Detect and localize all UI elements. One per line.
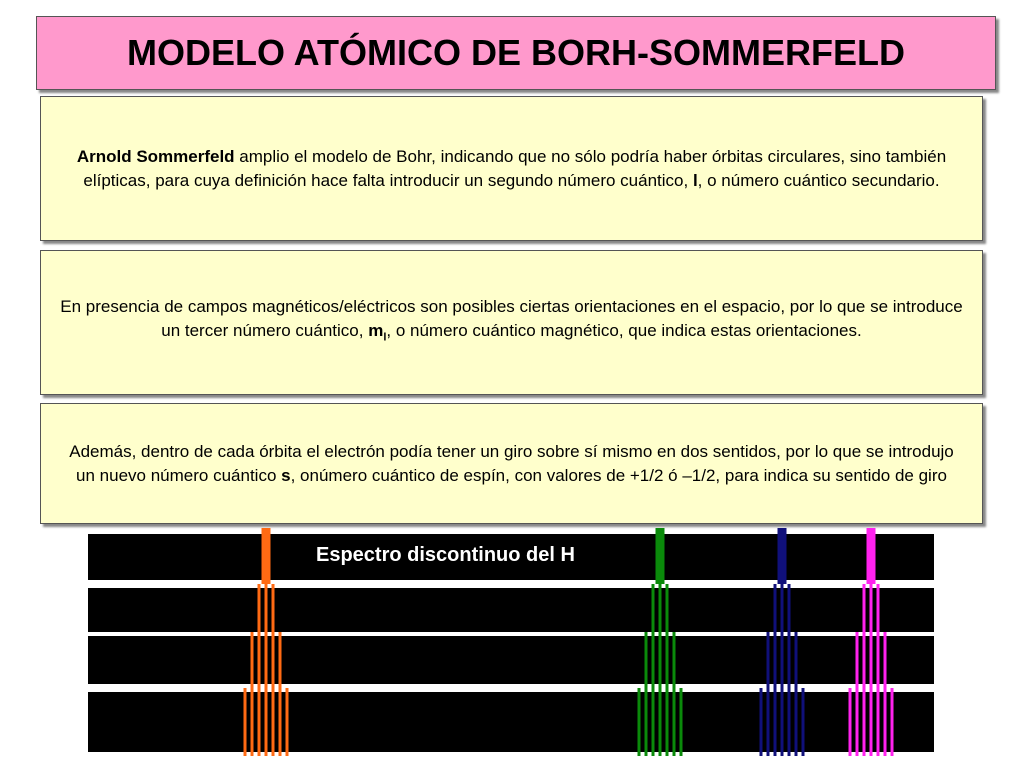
spectral-line-magenta-row4: [856, 688, 859, 756]
paragraph-text: En presencia de campos magnéticos/eléctricos son posibles ciertas orientaciones en el espacio, por lo que se introduce un tercer número cuántico,: [60, 297, 963, 341]
spectral-line-navy-row4: [767, 688, 770, 756]
sommerfeld-name: Arnold Sommerfeld: [76, 146, 235, 166]
spectral-line-green-row4: [659, 688, 662, 756]
spectral-line-orange-row4: [244, 688, 247, 756]
magnetic-paragraph-box: [40, 250, 983, 395]
spectral-line-orange-row4: [251, 688, 254, 756]
spectral-line-navy-row4: [774, 688, 777, 756]
spectral-line-orange-row3: [258, 632, 261, 688]
sommerfeld-paragraph-box: [40, 96, 983, 241]
spectral-line-navy-row2: [788, 584, 791, 636]
spectral-line-magenta-row4: [849, 688, 852, 756]
spectral-line-magenta-row4: [870, 688, 873, 756]
spectral-line-magenta-row4: [891, 688, 894, 756]
spectral-line-magenta-row2: [863, 584, 866, 636]
magnetic-paragraph: [59, 295, 964, 349]
spectrum-band-2: [88, 588, 934, 632]
spectral-line-orange-row4: [286, 688, 289, 756]
spectral-line-navy-row3: [795, 632, 798, 688]
paragraph-text: , onúmero cuántico de espín, con valores de +1/2 ó –1/2, para indica su sentido de giro: [290, 465, 947, 485]
spectral-line-green-row3: [666, 632, 669, 688]
spectral-line-green-row4: [666, 688, 669, 756]
spectral-line-magenta-row3: [863, 632, 866, 688]
spectral-line-orange-row3: [279, 632, 282, 688]
sommerfeld-paragraph: [59, 145, 964, 193]
spectrum-band-4: [88, 692, 934, 752]
spectral-line-orange-row2: [272, 584, 275, 636]
spectrum-band-3: [88, 636, 934, 684]
spectral-line-magenta-row3: [877, 632, 880, 688]
spectral-line-orange-row4: [265, 688, 268, 756]
spectral-line-magenta-row4: [863, 688, 866, 756]
spectral-line-navy-row3: [781, 632, 784, 688]
paragraph-text: , o número cuántico secundario.: [697, 170, 940, 190]
symbol-subscript: l: [383, 331, 387, 344]
paragraph-text: amplio el modelo de Bohr, indicando que no sólo podría haber órbitas circulares, sino también elípticas, para cuya definición hace falta introducir un segundo número cuántico,: [83, 146, 947, 190]
spectral-line-orange-row2: [265, 584, 268, 636]
spectral-line-magenta-row4: [877, 688, 880, 756]
spectral-line-green-row4: [645, 688, 648, 756]
spectral-line-magenta-row3: [856, 632, 859, 688]
spectral-line-magenta-row2: [870, 584, 873, 636]
spectral-line-green-row2: [666, 584, 669, 636]
spectral-line-magenta-row1: [867, 528, 876, 584]
paragraph-text: , o número cuántico magnético, que indica estas orientaciones.: [386, 321, 862, 341]
symbol-s: s: [281, 465, 291, 485]
spectral-line-green-row3: [645, 632, 648, 688]
spectral-line-orange-row4: [279, 688, 282, 756]
spectral-line-navy-row3: [767, 632, 770, 688]
spectral-line-green-row4: [680, 688, 683, 756]
spectral-line-green-row4: [652, 688, 655, 756]
spectral-line-navy-row4: [760, 688, 763, 756]
spectral-line-magenta-row4: [884, 688, 887, 756]
spectral-line-navy-row2: [781, 584, 784, 636]
spectral-line-orange-row4: [258, 688, 261, 756]
spectral-line-navy-row2: [774, 584, 777, 636]
spectral-line-navy-row4: [788, 688, 791, 756]
spectral-line-navy-row3: [774, 632, 777, 688]
spectral-line-green-row4: [638, 688, 641, 756]
spin-paragraph: [59, 440, 964, 488]
spectral-line-orange-row2: [258, 584, 261, 636]
spectral-line-orange-row4: [272, 688, 275, 756]
spectral-line-green-row3: [659, 632, 662, 688]
spectral-line-green-row4: [673, 688, 676, 756]
spectral-line-green-row3: [673, 632, 676, 688]
spectral-line-navy-row4: [795, 688, 798, 756]
spectral-line-navy-row3: [788, 632, 791, 688]
spectral-line-magenta-row2: [877, 584, 880, 636]
spectral-line-navy-row4: [781, 688, 784, 756]
spectral-line-navy-row1: [778, 528, 787, 584]
spectral-line-green-row2: [659, 584, 662, 636]
spectral-line-orange-row3: [272, 632, 275, 688]
spectral-line-green-row3: [652, 632, 655, 688]
spectrum-label: Espectro discontinuo del H: [316, 544, 575, 566]
spectral-line-magenta-row3: [884, 632, 887, 688]
spectral-line-green-row2: [652, 584, 655, 636]
symbol-ml: [368, 321, 387, 344]
spectral-line-navy-row4: [802, 688, 805, 756]
paragraph-text: Además, dentro de cada órbita el electrón podía tener un giro sobre sí mismo en dos sentidos, por lo que se introdujo un nuevo número cuántico: [69, 441, 954, 485]
title-box: [36, 16, 996, 90]
spectral-line-orange-row3: [265, 632, 268, 688]
spin-paragraph-box: [40, 403, 983, 524]
spectral-line-orange-row1: [262, 528, 271, 584]
spectral-line-magenta-row3: [870, 632, 873, 688]
page-title: MODELO ATÓMICO DE BORH-SOMMERFELD: [127, 32, 905, 73]
symbol-l: l: [692, 170, 698, 190]
spectral-line-green-row1: [656, 528, 665, 584]
spectral-line-orange-row3: [251, 632, 254, 688]
symbol-m: m: [368, 321, 384, 341]
